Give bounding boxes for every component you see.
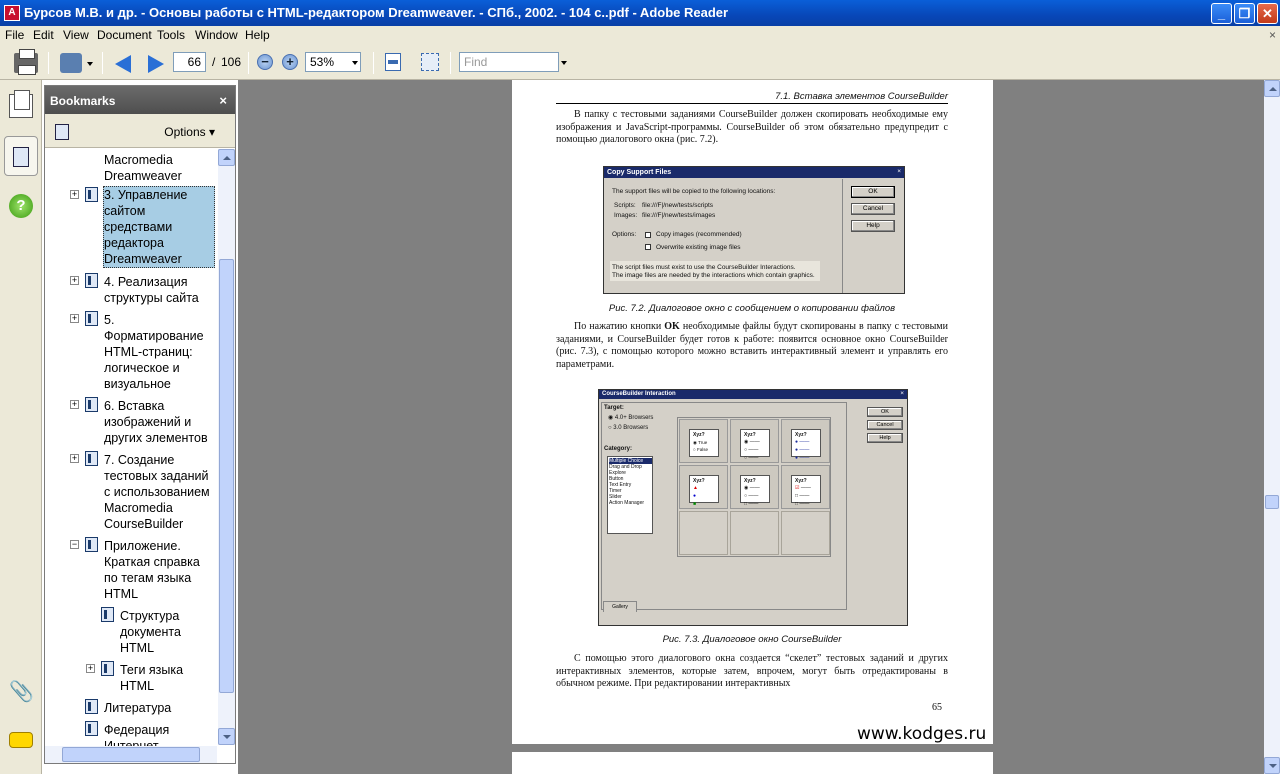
header-rule: [556, 103, 948, 104]
dialog1-note1: The script files must exist to use the CourseBuilder Interactions.: [612, 264, 796, 271]
category-item: Button: [609, 476, 624, 482]
bookmark-tree: [45, 149, 217, 745]
zoom-value: 53%: [310, 55, 335, 69]
toolbar-separator: [102, 52, 103, 74]
dialog2-category-label: Category:: [604, 446, 633, 452]
organizer-dropdown-icon[interactable]: [87, 62, 93, 66]
dialog1-options-label: Options:: [612, 231, 637, 238]
zoom-out-icon[interactable]: −: [257, 54, 273, 70]
dialog1-close-icon: ×: [897, 168, 901, 175]
gallery-cell: Xyz? ● —— ● —— ● ——: [781, 419, 830, 463]
page-total: 106: [221, 55, 242, 69]
dialog1-divider: [842, 179, 843, 293]
gallery-cell: Xyz? ◉ —— ○ —— ○ ——: [730, 419, 779, 463]
fit-width-icon[interactable]: [421, 53, 439, 71]
dialog1-images-label: Images:: [614, 212, 638, 219]
dialog1-title: Copy Support Files: [604, 167, 904, 178]
find-dropdown-icon[interactable]: [561, 61, 567, 65]
scroll-up-icon[interactable]: [1264, 80, 1280, 97]
dialog1-note2: The image files are needed by the interactions which contain graphics.: [612, 272, 815, 279]
gallery-cell-empty: [679, 511, 728, 555]
document-scrollbar[interactable]: [1264, 80, 1280, 774]
navigation-pane: [0, 80, 42, 774]
menu-window[interactable]: Window: [195, 28, 238, 42]
document-close-icon[interactable]: ×: [1268, 28, 1276, 42]
category-item: Timer: [609, 488, 622, 494]
bookmarks-close-icon[interactable]: ×: [219, 93, 227, 108]
menu-edit[interactable]: Edit: [33, 28, 54, 42]
menu-help[interactable]: Help: [245, 28, 270, 42]
dialog2-target-option1: ◉ 4.0+ Browsers: [608, 415, 654, 421]
figure-copy-support-files: [603, 166, 905, 294]
minimize-button[interactable]: _: [1211, 3, 1232, 24]
gallery-cell: Xyz? ☑ —— □ —— □ ——: [781, 465, 830, 509]
category-item: Action Manager: [609, 500, 645, 506]
bookmarks-panel: [44, 85, 236, 764]
checkbox: [645, 244, 651, 250]
next-page-icon[interactable]: [148, 55, 164, 73]
pages-icon[interactable]: [9, 94, 33, 118]
menu-document[interactable]: Document: [97, 28, 152, 42]
bookmark-icon: [85, 311, 98, 326]
bookmark-item[interactable]: Литература: [104, 701, 172, 715]
paragraph-3: С помощью этого диалогового окна создается “скелет” тестовых заданий и других интерактивных элементов, которые затем, впрочем, могут быть отредактированы в обычном режиме. При редактировании интерактивных: [556, 653, 948, 689]
zoom-dropdown-icon[interactable]: [352, 61, 358, 65]
toolbar-separator: [373, 52, 374, 74]
bookmarks-title: Bookmarks: [50, 94, 116, 108]
dialog1-scripts-path: file:///F|/new/tests/scripts: [642, 202, 714, 209]
bookmark-item[interactable]: Федерация: [104, 723, 170, 737]
dialog1-opt1: Copy images (recommended): [656, 231, 742, 238]
dialog2-help-button: Help: [867, 433, 903, 443]
dialog1-ok-button: OK: [851, 186, 895, 198]
window-title: Бурсов М.В. и др. - Основы работы с HTML-редактором Dreamweaver. - СПб., 2002. - 104 с..pdf - Adobe Reader: [24, 5, 729, 20]
dialog2-cancel-button: Cancel: [867, 420, 903, 430]
bookmark-icon: [85, 537, 98, 552]
menu-bar: [0, 26, 1280, 44]
bookmark-icon: [101, 607, 114, 622]
toolbar-separator: [248, 52, 249, 74]
find-input[interactable]: Find: [459, 52, 559, 72]
expand-icon[interactable]: +: [71, 275, 78, 285]
bookmarks-hscrollbar[interactable]: [45, 746, 217, 763]
category-list: [607, 456, 653, 534]
gallery-cell: Xyz? ▲ ● ■: [679, 465, 728, 509]
checkbox: [645, 232, 651, 238]
dialog2-gallery-tab: Gallery: [603, 601, 637, 612]
bookmark-icon: [85, 721, 98, 736]
toolbar-separator: [48, 52, 49, 74]
bookmark-item[interactable]: Приложение. Краткая справка по тегам языка HTML: [104, 539, 200, 601]
expand-icon[interactable]: +: [71, 399, 78, 409]
category-item: Explore: [609, 470, 626, 476]
figure-caption-2: Рис. 7.3. Диалоговое окно CourseBuilder: [662, 634, 842, 645]
page-number: 65: [932, 702, 942, 713]
print-icon[interactable]: [14, 53, 38, 73]
category-item: Slider: [609, 494, 622, 500]
bookmark-icon: [85, 397, 98, 412]
bookmark-item[interactable]: Теги языка HTML: [120, 663, 184, 693]
bookmark-item[interactable]: Macromedia Dreamweaver: [104, 153, 182, 183]
category-item: Text Entry: [609, 482, 632, 488]
paragraph-1: В папку с тестовыми заданиями CourseBuilder должен скопировать необходимые ему изображения и JavaScript-программы. CourseBuilder об этом обязательно предупредит с помощью диалогового окна (рис. 7.2).: [556, 109, 948, 145]
expand-icon[interactable]: +: [71, 313, 78, 323]
scroll-down-icon[interactable]: [1264, 757, 1280, 774]
expand-icon[interactable]: +: [71, 189, 78, 199]
bookmark-icon: [85, 187, 98, 202]
category-item: Multiple Choice: [609, 458, 652, 464]
gallery-cell-empty: [730, 511, 779, 555]
dialog1-scripts-label: Scripts:: [614, 202, 636, 209]
gallery-cell-empty: [781, 511, 830, 555]
bookmark-icon: [85, 273, 98, 288]
bookmark-icon: [101, 661, 114, 676]
close-button[interactable]: ✕: [1257, 3, 1278, 24]
paragraph-2: По нажатию кнопки OK необходимые файлы будут скопированы в папку с тестовыми заданиями, и CourseBuilder будет готов к работе: появится основное окно CourseBuilder (рис. 7.3), с помощью которого можно вставить интерактивный элемент и управлять его параметрами.: [556, 321, 948, 370]
bookmark-icon: [85, 699, 98, 714]
pdf-page-next: [512, 752, 993, 774]
bookmark-item[interactable]: Структура документа HTML: [120, 609, 181, 655]
page-separator: /: [212, 55, 216, 69]
bookmark-item[interactable]: 3. Управление сайтом средствами редактора Dreamweaver: [103, 186, 215, 268]
bookmark-item[interactable]: 5. Форматирование HTML-страниц: логическое и визуальное: [104, 313, 204, 391]
toolbar-separator: [450, 52, 451, 74]
scroll-up-icon[interactable]: [218, 149, 235, 166]
page-number-input[interactable]: 66: [173, 52, 206, 72]
bookmark-item[interactable]: 7. Создание тестовых заданий с использованием Macromedia CourseBuilder: [104, 453, 210, 531]
dialog1-help-button: Help: [851, 220, 895, 232]
help-icon[interactable]: ?: [9, 194, 33, 218]
expand-bookmark-icon[interactable]: [55, 124, 69, 140]
attachments-icon[interactable]: 📎: [9, 681, 34, 703]
dialog2-close-icon: ×: [900, 390, 904, 397]
collapse-icon[interactable]: −: [71, 539, 78, 549]
figure-coursebuilder-interaction: [598, 389, 908, 626]
expand-icon[interactable]: +: [71, 453, 78, 463]
bookmark-item[interactable]: 4. Реализация структуры сайта: [104, 275, 199, 305]
menu-file[interactable]: File: [5, 28, 25, 42]
title-bar: [0, 0, 1280, 26]
dialog1-images-path: file:///F|/new/tests/images: [642, 212, 716, 219]
zoom-in-icon[interactable]: +: [282, 54, 298, 70]
scrollbar-thumb[interactable]: [219, 259, 234, 693]
pdf-page: [512, 80, 993, 744]
dialog2-title: CourseBuilder Interaction: [599, 390, 907, 399]
hscrollbar-thumb[interactable]: [62, 747, 200, 762]
fit-page-icon[interactable]: [385, 53, 401, 71]
menu-view[interactable]: View: [63, 28, 89, 42]
bookmark-item[interactable]: 6. Вставка изображений и других элементов: [104, 399, 208, 445]
gallery-cell: Xyz? ◉ —— ○ —— □ ——: [730, 465, 779, 509]
figure-caption-1: Рис. 7.2. Диалоговое окно с сообщением о копировании файлов: [608, 303, 896, 314]
bookmarks-header: [45, 86, 235, 114]
watermark: www.kodges.ru: [857, 724, 987, 744]
dialog2-ok-button: OK: [867, 407, 903, 417]
options-menu[interactable]: Options ▾: [164, 125, 215, 139]
document-area: [238, 80, 1264, 774]
page-header: 7.1. Вставка элементов CourseBuilder: [775, 91, 948, 102]
dialog1-opt2: Overwrite existing image files: [656, 244, 741, 251]
gallery-cell: Xyz? ◉ True ○ False: [679, 419, 728, 463]
category-item: Drag and Drop: [609, 464, 642, 470]
menu-tools[interactable]: Tools: [157, 28, 186, 42]
scroll-down-icon[interactable]: [218, 728, 235, 745]
dialog1-intro: The support files will be copied to the following locations:: [612, 188, 776, 195]
dialog2-target-option2: ○ 3.0 Browsers: [608, 425, 649, 431]
dialog2-target-label: Target:: [604, 405, 624, 411]
scrollbar-thumb[interactable]: [1265, 495, 1279, 509]
bookmarks-scrollbar[interactable]: [218, 149, 235, 745]
bookmark-icon: [85, 451, 98, 466]
organizer-icon[interactable]: [60, 53, 82, 73]
maximize-button[interactable]: ❐: [1234, 3, 1255, 24]
previous-page-icon[interactable]: [115, 55, 131, 73]
dialog1-cancel-button: Cancel: [851, 203, 895, 215]
adobe-reader-icon: A: [4, 5, 20, 21]
comments-icon[interactable]: [9, 732, 33, 748]
expand-icon[interactable]: +: [87, 663, 94, 673]
bookmarks-tab-icon[interactable]: [4, 136, 38, 176]
bookmarks-toolbar: [45, 114, 235, 148]
